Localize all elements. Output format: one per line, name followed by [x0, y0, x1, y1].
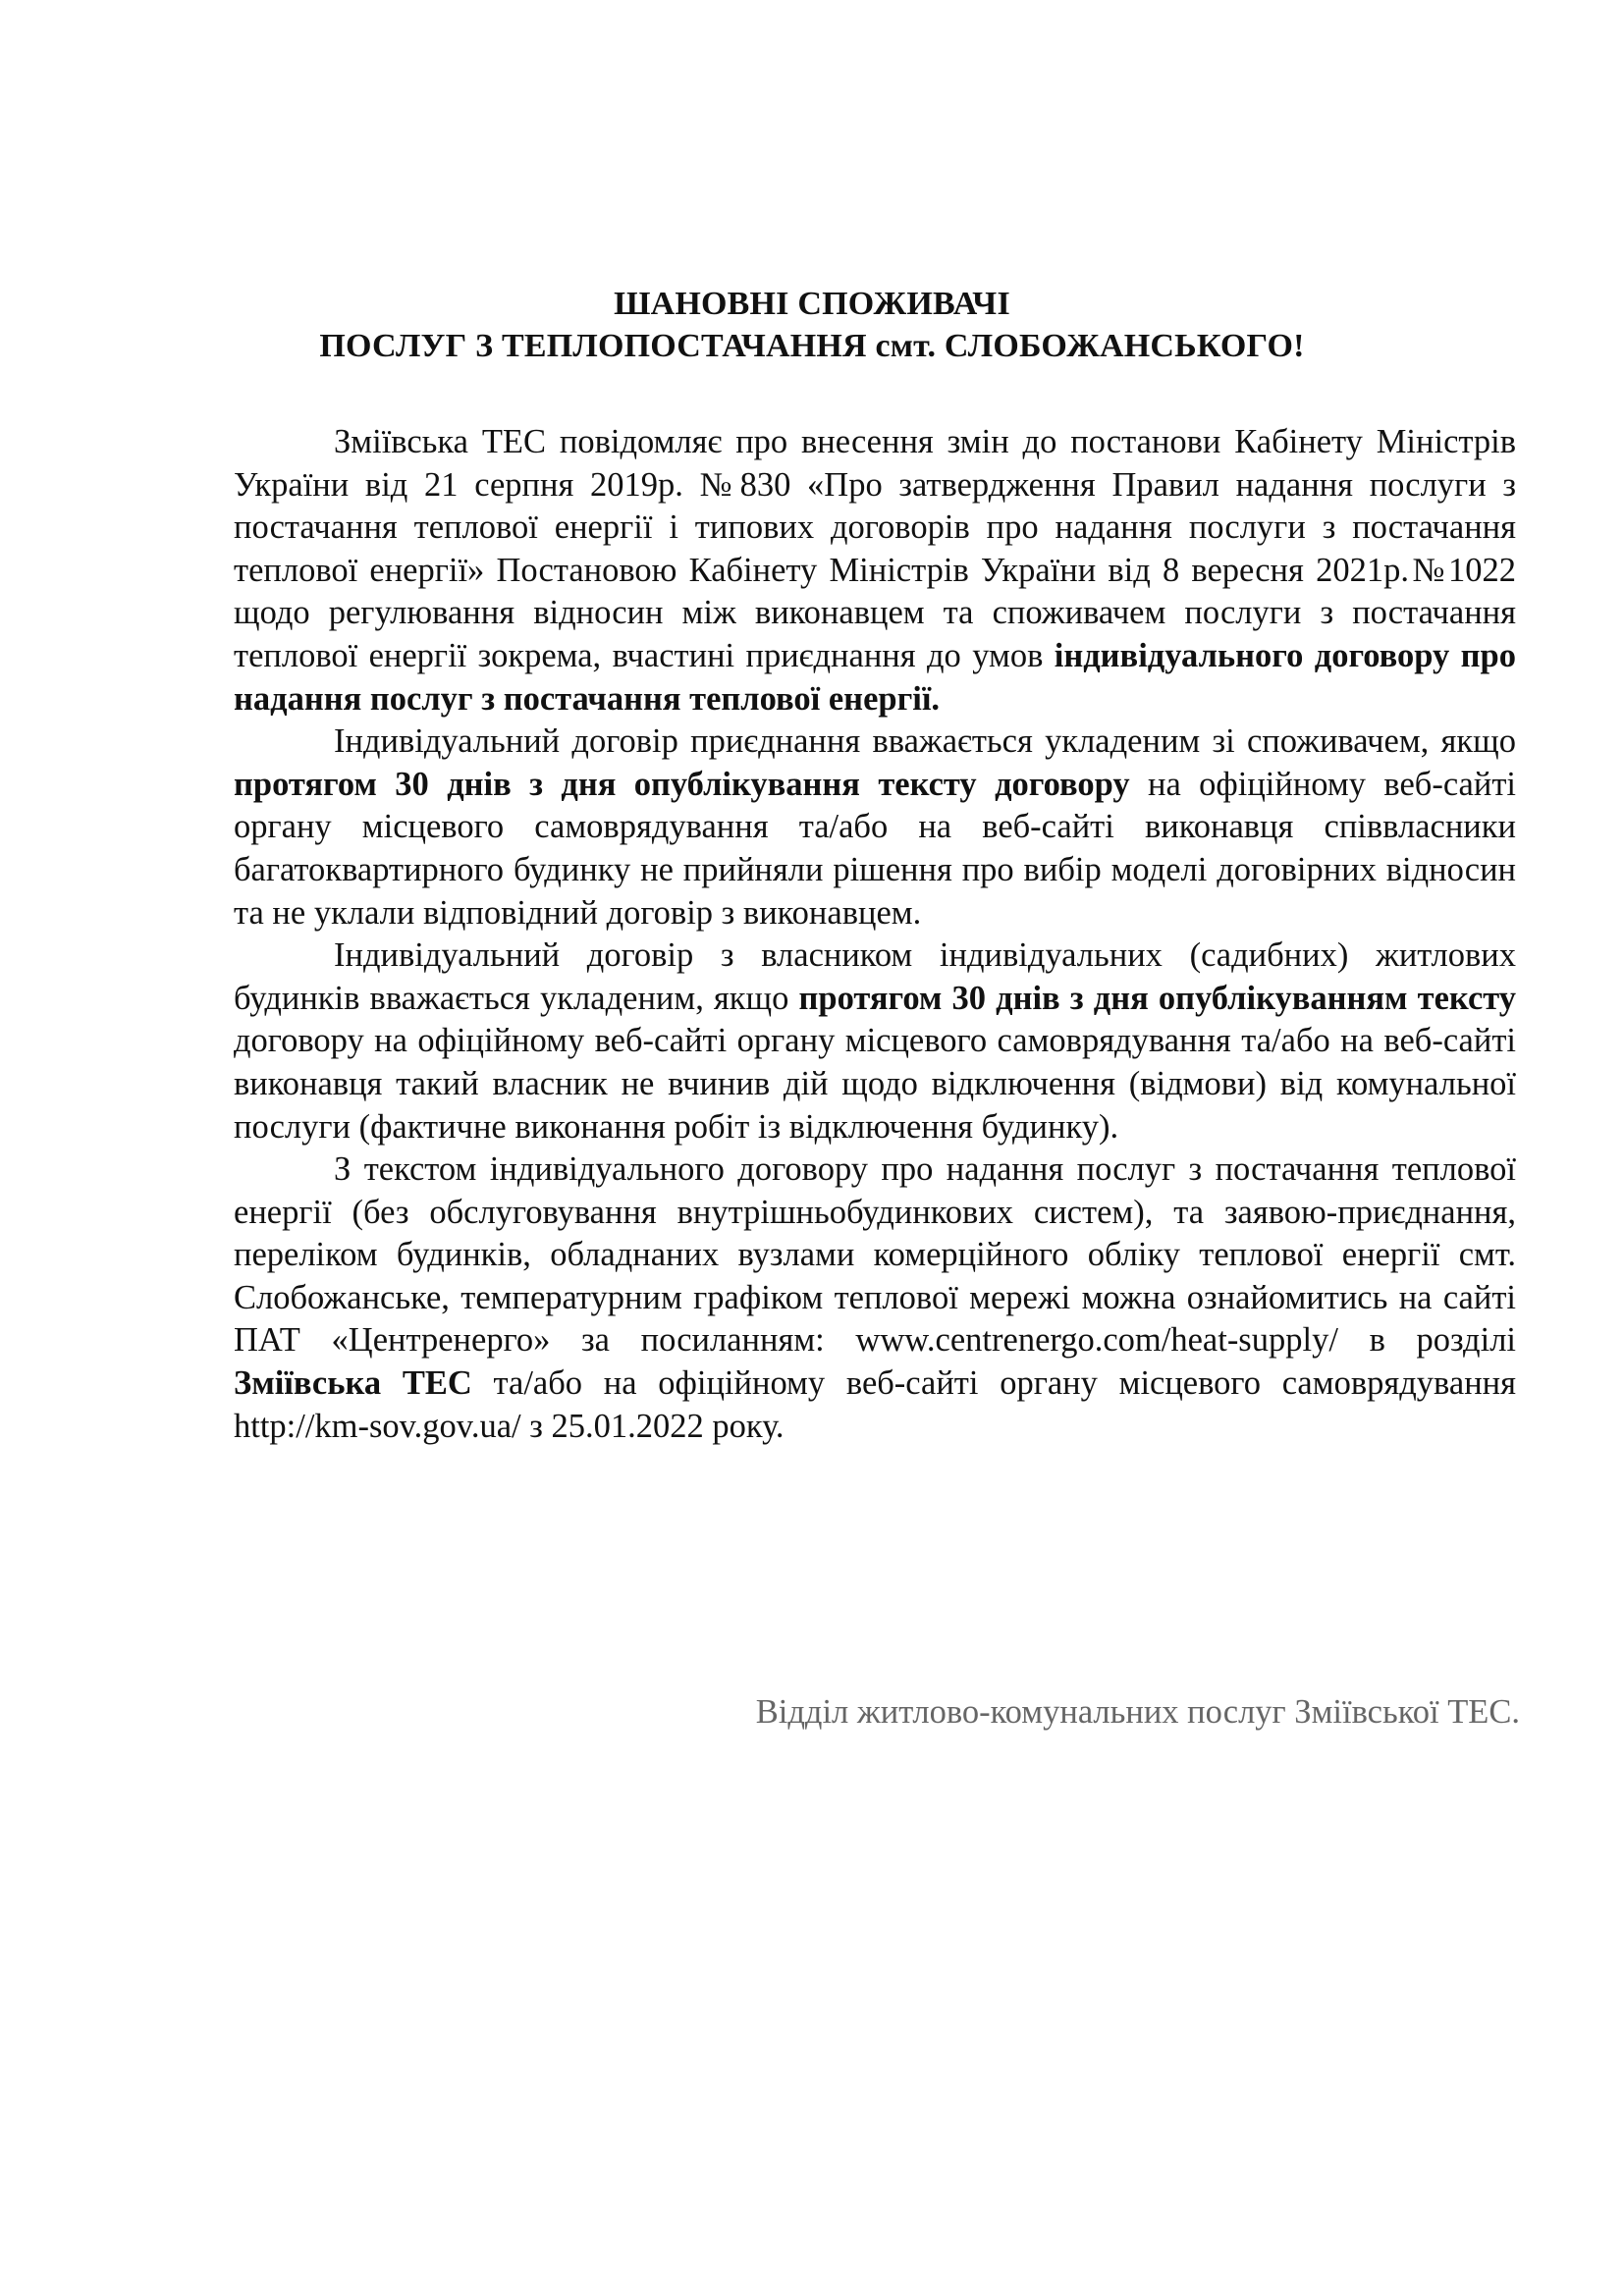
paragraph-3-bold: протягом 30 днів з дня опублікуванням тексту — [798, 979, 1516, 1017]
paragraph-2-bold: протягом 30 днів з дня опублікування тексту договору — [234, 765, 1130, 803]
paragraph-1 — [234, 421, 1516, 721]
paragraph-4-text-a: З текстом індивідуального договору про надання послуг з постачання теплової енергії (без обслуговування внутрішньобудинкових систем), та заявою-приєднання, переліком будинків, обладнаних вузлами комерційного обліку теплової енергії смт. Слобожанське, температурним графіком теплової мережі можна ознайомитись на сайті ПАТ «Центренерго» за посиланням: www.centrenergo.com/heat-supply/ в розділі — [234, 1150, 1516, 1360]
paragraph-1-text: Зміївська ТЕС повідомляє про внесення змін до постанови Кабінету Міністрів України від 21 серпня 2019р. №830 «Про затвердження Правил надання послуги з постачання теплової енергії і типових договорів про надання послуги з постачання теплової енергії» Постановою Кабінету Міністрів України від 8 вересня 2021р.№1022 щодо регулювання відносин між виконавцем та споживачем послуги з постачання теплової енергії зокрема, вчастині приєднання до умов — [234, 423, 1516, 674]
signature-line: Відділ житлово-комунальних послуг Зміївської ТЕС. — [755, 1693, 1520, 1731]
title-line-2: ПОСЛУГ З ТЕПЛОПОСТАЧАННЯ смт. СЛОБОЖАНСЬКОГО! — [319, 328, 1305, 364]
paragraph-2 — [234, 721, 1516, 934]
title-line-1: ШАНОВНІ СПОЖИВАЧІ — [614, 286, 1010, 322]
paragraph-2-text-b: на офіційному веб-сайті органу місцевого самоврядування та/або на веб-сайті виконавця співвласники багатоквартирного будинку не прийняли рішення про вибір моделі договірних відносин та не уклали відповідний договір з виконавцем. — [234, 765, 1516, 932]
paragraph-3-text-a: Індивідуальний договір з власником індивідуальних (садибних) житлових будинків вважається укладеним, якщо — [234, 936, 1516, 1017]
paragraph-4-bold: Зміївська ТЕС — [234, 1364, 472, 1403]
page-title — [0, 283, 1624, 367]
paragraph-3 — [234, 934, 1516, 1148]
announcement-body — [234, 421, 1516, 1448]
paragraph-3-text-b: договору на офіційному веб-сайті органу місцевого самоврядування та/або на веб-сайті виконавця такий власник не вчинив дій щодо відключення (відмови) від комунальної послуги (фактичне виконання робіт із відключення будинку). — [234, 1022, 1516, 1146]
paragraph-2-text-a: Індивідуальний договір приєднання вважається укладеним зі споживачем, якщо — [334, 722, 1516, 761]
paragraph-4 — [234, 1148, 1516, 1448]
paragraph-4-text-b: та/або на офіційному веб-сайті органу місцевого самоврядування http://km-sov.gov.ua/ з 25.01.2022 року. — [234, 1364, 1516, 1445]
paragraph-1-bold: індивідуального договору про надання послуг з постачання теплової енергії. — [234, 636, 1516, 718]
